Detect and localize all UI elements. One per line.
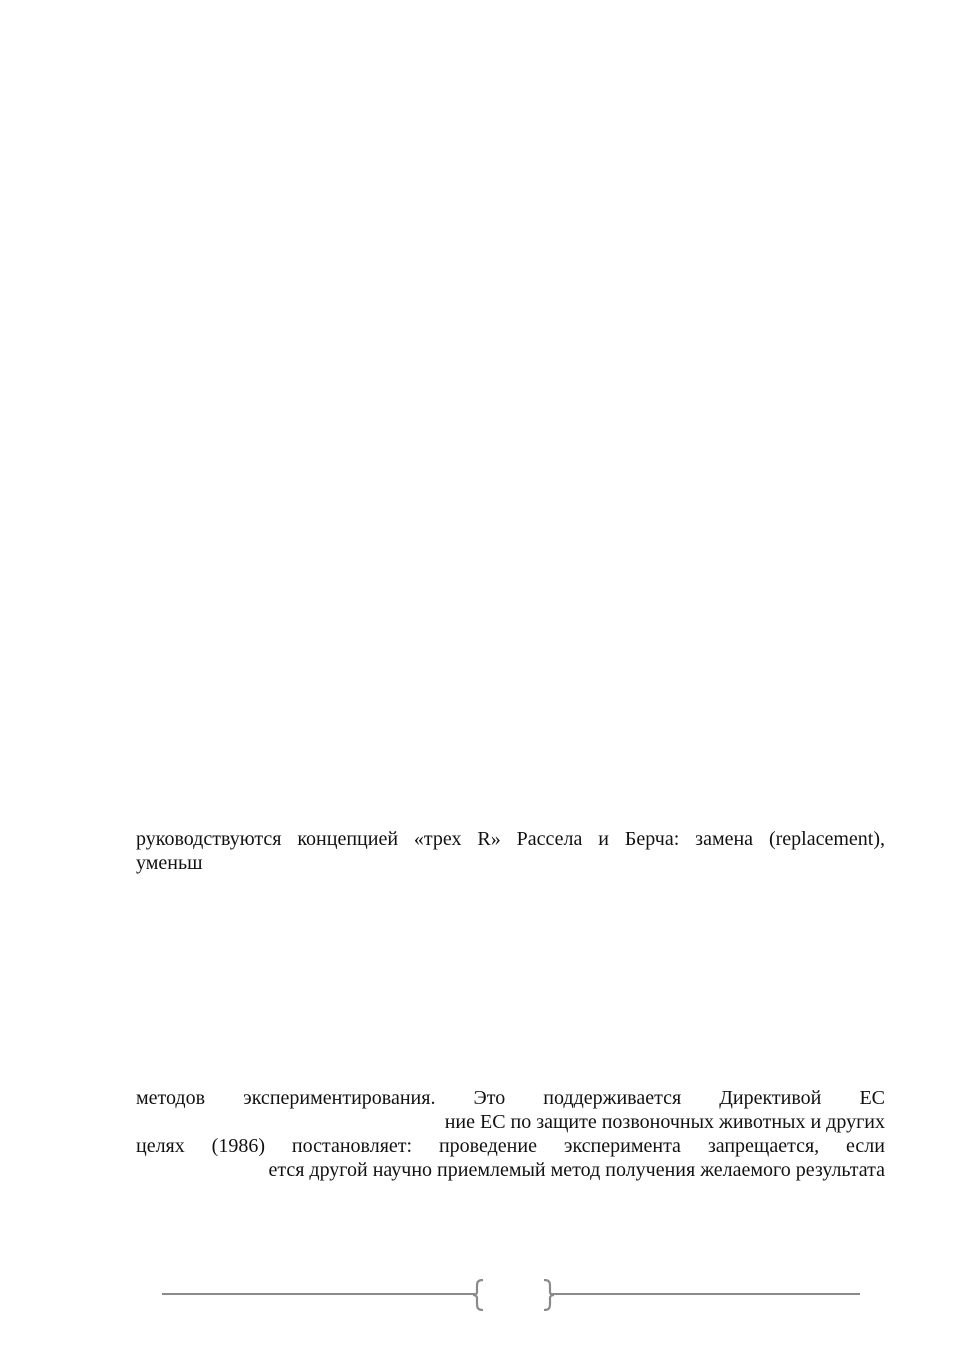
footer-rule-left bbox=[162, 1293, 475, 1295]
text-line: методов экспериментирования. Это поддерживается Директивой ЕС bbox=[136, 1087, 885, 1109]
text-line: ние ЕС по защите позвоночных животных и других bbox=[444, 1111, 885, 1133]
text-line: уменьш bbox=[136, 852, 203, 874]
right-bracket-icon bbox=[541, 1279, 555, 1311]
body-paragraph bbox=[136, 827, 885, 875]
text-line: целях (1986) постановляет: проведение эксперимента запрещается, если bbox=[136, 1135, 885, 1157]
footer-rule-right bbox=[550, 1293, 860, 1295]
page-footer bbox=[162, 1275, 860, 1315]
body-paragraph bbox=[136, 1086, 885, 1182]
text-line: руководствуются концепцией «трех R» Рассела и Берча: замена (replacement), bbox=[136, 828, 885, 850]
text-line: ется другой научно приемлемый метод получения желаемого результата bbox=[268, 1159, 885, 1181]
left-bracket-icon bbox=[472, 1279, 486, 1311]
